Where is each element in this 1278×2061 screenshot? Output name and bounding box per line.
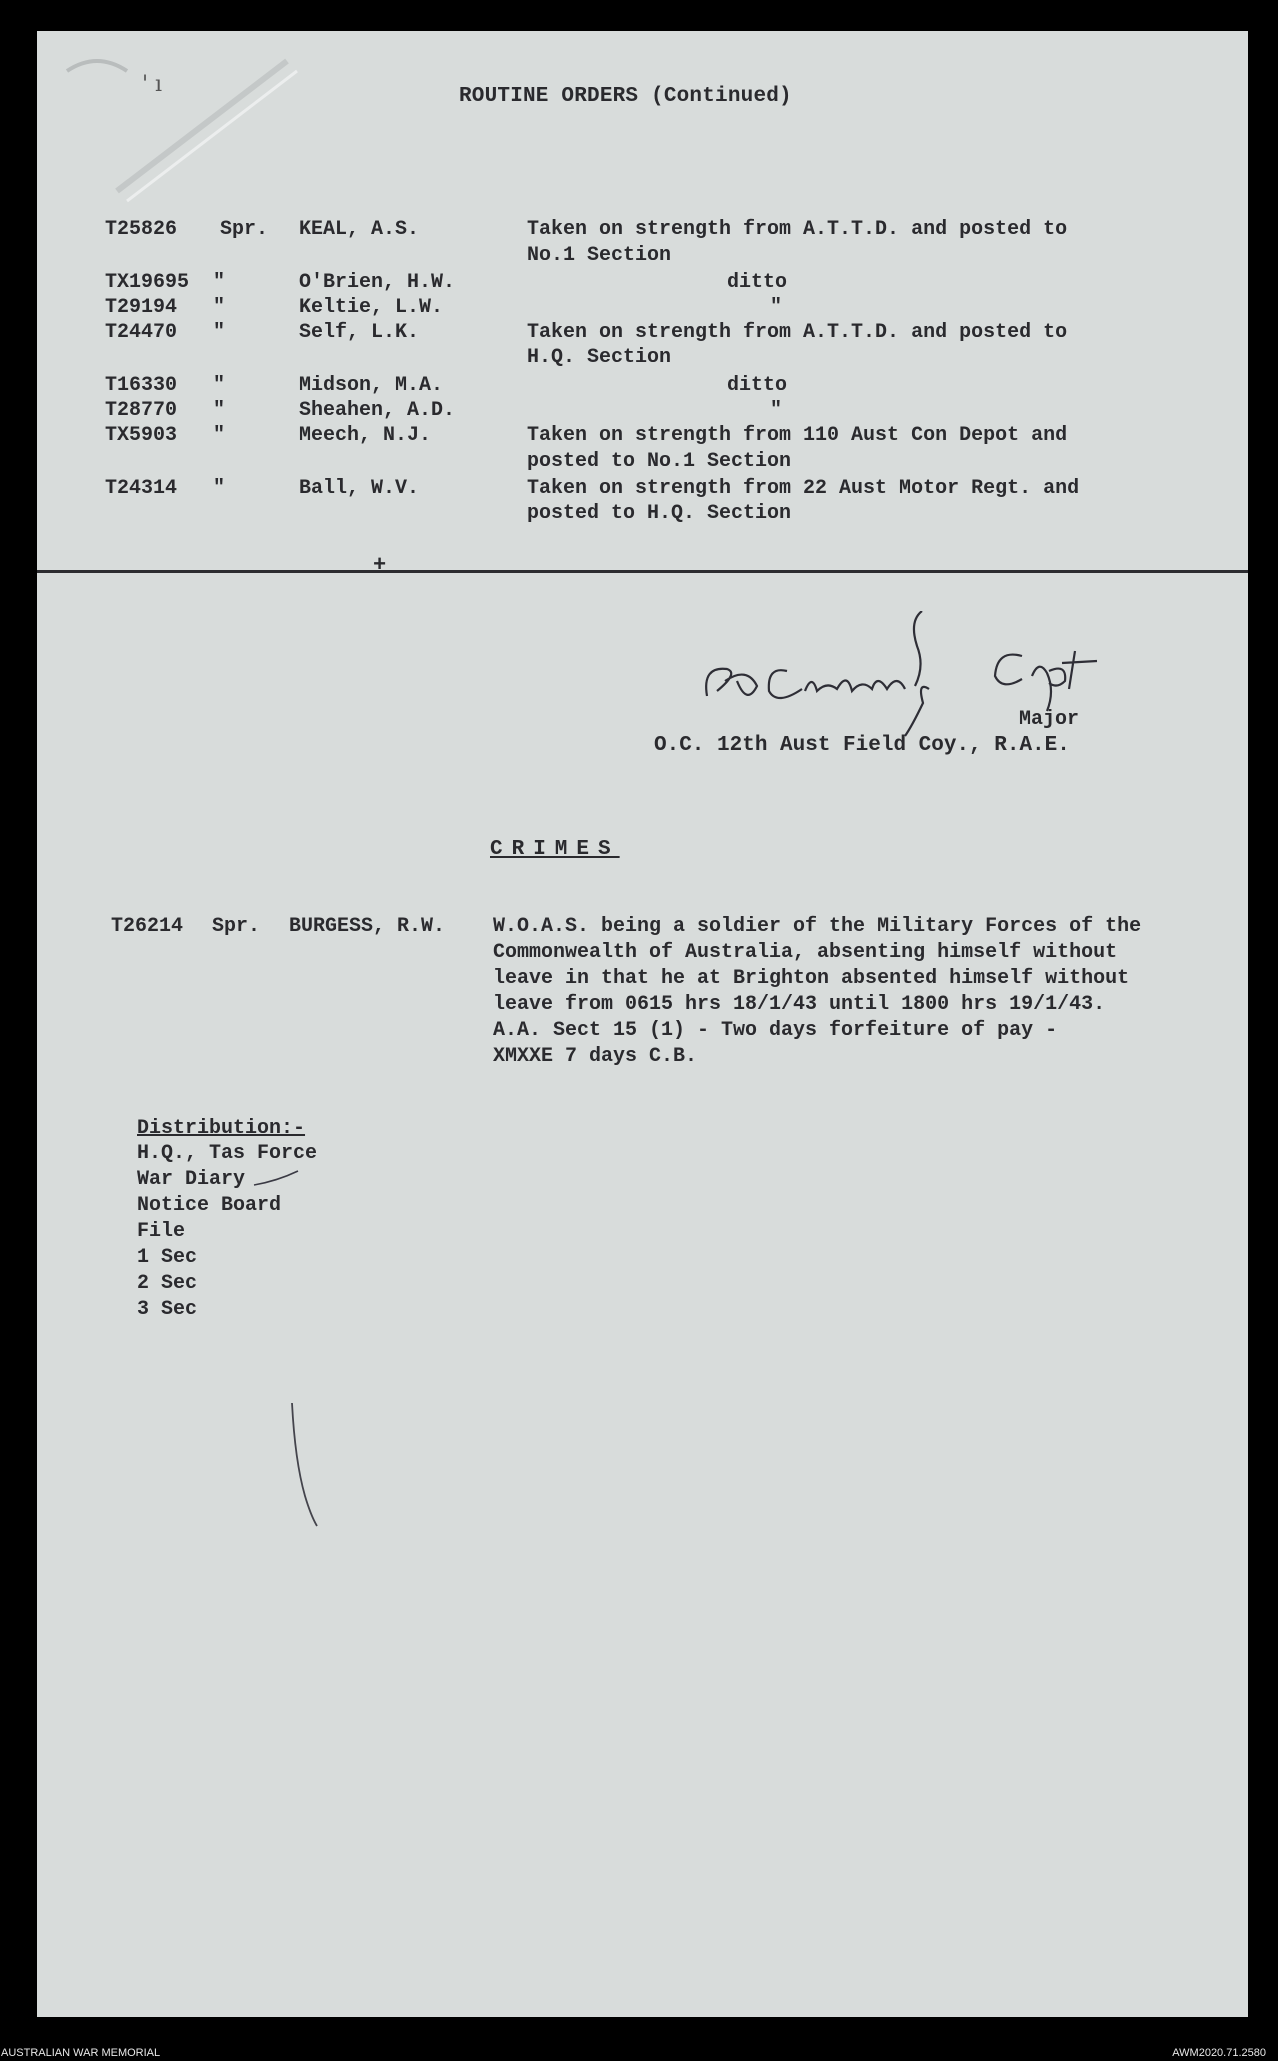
order-name: Midson, M.A.: [299, 374, 444, 397]
order-detail: posted to H.Q. Section: [527, 502, 792, 525]
distribution-item: H.Q., Tas Force: [137, 1142, 318, 1165]
document-page: [37, 31, 1248, 2017]
crime-detail: Commonwealth of Australia, absenting himself without: [493, 941, 1118, 964]
order-detail: Taken on strength from A.T.T.D. and posted to: [527, 321, 1068, 344]
signature-unit-line: O.C. 12th Aust Field Coy., R.A.E.: [654, 734, 1070, 757]
order-detail: ditto: [727, 271, 788, 294]
order-name: Self, L.K.: [299, 321, 420, 344]
order-detail: Taken on strength from 110 Aust Con Depot and: [527, 424, 1068, 447]
order-rank: ": [213, 399, 226, 422]
order-detail: Taken on strength from A.T.T.D. and posted to: [527, 218, 1068, 241]
order-detail: ": [770, 399, 783, 422]
distribution-item: War Diary: [137, 1168, 246, 1191]
crime-rank: Spr.: [212, 915, 261, 938]
order-name: Ball, W.V.: [299, 477, 420, 500]
order-rank: ": [213, 296, 226, 319]
order-rank: ": [213, 374, 226, 397]
distribution-heading: Distribution:-: [137, 1117, 306, 1140]
tick-mark: [252, 1169, 302, 1191]
order-number: T28770: [105, 399, 178, 422]
handwritten-signature: [677, 611, 1197, 741]
footer-accession-number: AWM2020.71.2580: [1172, 2047, 1266, 2059]
order-number: T29194: [105, 296, 178, 319]
signature-rank-typed: Major: [1019, 708, 1080, 731]
order-number: TX19695: [105, 271, 190, 294]
order-name: O'Brien, H.W.: [299, 271, 456, 294]
order-detail: ditto: [727, 374, 788, 397]
order-number: T24314: [105, 477, 178, 500]
crime-detail: leave from 0615 hrs 18/1/43 until 1800 hrs 19/1/43.: [493, 993, 1106, 1016]
order-rank: ": [213, 321, 226, 344]
order-detail: Taken on strength from 22 Aust Motor Regt. and: [527, 477, 1080, 500]
order-name: Keltie, L.W.: [299, 296, 444, 319]
order-detail: posted to No.1 Section: [527, 450, 792, 473]
order-name: Meech, N.J.: [299, 424, 432, 447]
order-detail: No.1 Section: [527, 244, 672, 267]
order-number: T24470: [105, 321, 178, 344]
section-divider: [37, 570, 1248, 573]
distribution-item: 3 Sec: [137, 1298, 198, 1321]
footer-source-label: AUSTRALIAN WAR MEMORIAL: [1, 2047, 161, 2059]
order-rank: ": [213, 271, 226, 294]
distribution-item: 2 Sec: [137, 1272, 198, 1295]
distribution-item: Notice Board: [137, 1194, 282, 1217]
order-name: Sheahen, A.D.: [299, 399, 456, 422]
order-rank: ": [213, 477, 226, 500]
order-name: KEAL, A.S.: [299, 218, 420, 241]
crime-name: BURGESS, R.W.: [289, 915, 446, 938]
crime-number: T26214: [111, 915, 184, 938]
page-title: ROUTINE ORDERS (Continued): [459, 85, 792, 108]
order-detail: ": [770, 296, 783, 319]
paper-crease-mark: [57, 41, 317, 241]
crime-detail: leave in that he at Brighton absented himself without: [493, 967, 1130, 990]
order-number: TX5903: [105, 424, 178, 447]
svg-text:' ı: ' ı: [142, 72, 163, 97]
crime-detail: W.O.A.S. being a soldier of the Military Forces of the: [493, 915, 1142, 938]
crimes-heading: CRIMES: [490, 838, 620, 861]
order-number: T25826: [105, 218, 178, 241]
order-detail: H.Q. Section: [527, 346, 672, 369]
distribution-item: File: [137, 1220, 186, 1243]
crime-detail: A.A. Sect 15 (1) - Two days forfeiture of pay -: [493, 1019, 1058, 1042]
pencil-mark: [287, 1401, 327, 1531]
order-rank: ": [213, 424, 226, 447]
order-number: T16330: [105, 374, 178, 397]
divider-mark: +: [373, 553, 387, 578]
distribution-item: 1 Sec: [137, 1246, 198, 1269]
crime-detail: XMXXE 7 days C.B.: [493, 1045, 698, 1068]
order-rank: Spr.: [220, 218, 269, 241]
